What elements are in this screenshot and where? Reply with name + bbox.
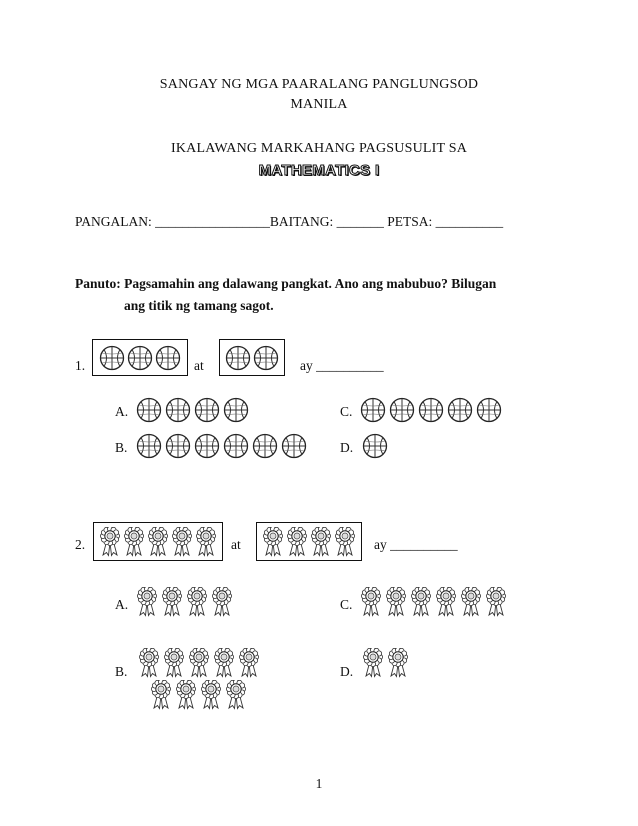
q1-choice-a-group[interactable] (136, 397, 249, 423)
basketball-icon (281, 433, 307, 459)
ribbon-award-icon (435, 587, 457, 617)
ribbon-award-icon (485, 587, 507, 617)
q2-group-b (256, 522, 362, 561)
basketball-icon (476, 397, 502, 423)
basketball-icon (194, 397, 220, 423)
ribbon-award-icon (195, 527, 217, 557)
ribbon-award-icon (360, 587, 382, 617)
ribbon-award-icon (460, 587, 482, 617)
basketball-icon (136, 433, 162, 459)
ribbon-award-icon (213, 648, 235, 678)
basketball-icon (418, 397, 444, 423)
q2-choice-c-letter[interactable]: C. (340, 597, 353, 612)
basketball-icon (155, 345, 181, 371)
page-number: 1 (315, 776, 323, 791)
q1-connector: at (194, 358, 204, 373)
basketball-icon (165, 397, 191, 423)
q1-group-a (92, 339, 188, 376)
q1-number: 1. (75, 358, 86, 373)
q2-connector: at (231, 537, 241, 552)
ribbon-award-icon (200, 680, 222, 710)
basketball-icon (136, 397, 162, 423)
basketball-icon (165, 433, 191, 459)
ribbon-award-icon (163, 648, 185, 678)
ribbon-award-icon (186, 587, 208, 617)
basketball-icon (223, 433, 249, 459)
q1-choice-b-letter[interactable]: B. (115, 440, 128, 455)
q1-choice-d-group[interactable] (362, 433, 388, 459)
basketball-icon (252, 433, 278, 459)
ribbon-award-icon (161, 587, 183, 617)
ribbon-award-icon (362, 648, 384, 678)
ribbon-award-icon (188, 648, 210, 678)
ribbon-award-icon (136, 587, 158, 617)
ribbon-award-icon (150, 680, 172, 710)
q1-choice-c-group[interactable] (360, 397, 502, 423)
ribbon-award-icon (138, 648, 160, 678)
ribbon-award-icon (171, 527, 193, 557)
q1-group-b (219, 339, 285, 376)
ribbon-award-icon (385, 587, 407, 617)
instructions-line-2: ang titik ng tamang sagot. (124, 298, 274, 313)
header-line-2: MANILA (290, 97, 348, 112)
basketball-icon (225, 345, 251, 371)
q1-choice-b-group[interactable] (136, 433, 307, 459)
basketball-icon (360, 397, 386, 423)
basketball-icon (223, 397, 249, 423)
q2-choice-b-letter[interactable]: B. (115, 664, 128, 679)
q2-number: 2. (75, 537, 86, 552)
q1-choice-c-letter[interactable]: C. (340, 404, 353, 419)
ribbon-award-icon (123, 527, 145, 557)
ribbon-award-icon (387, 648, 409, 678)
basketball-icon (389, 397, 415, 423)
q2-choice-a-group[interactable] (136, 587, 233, 617)
q1-answer-blank: ay __________ (300, 358, 384, 373)
basketball-icon (362, 433, 388, 459)
q2-choice-a-letter[interactable]: A. (115, 597, 129, 612)
q2-choice-d-letter[interactable]: D. (340, 664, 354, 679)
basketball-icon (127, 345, 153, 371)
q2-choice-d-group[interactable] (362, 648, 409, 678)
ribbon-award-icon (225, 680, 247, 710)
q2-choice-b-group[interactable] (136, 648, 261, 710)
ribbon-award-icon (310, 527, 332, 557)
q2-answer-blank: ay __________ (374, 537, 458, 552)
q1-choice-a-letter[interactable]: A. (115, 404, 129, 419)
ribbon-award-icon (211, 587, 233, 617)
subject-title: MATHEMATICS I (258, 162, 380, 179)
q1-choice-d-letter[interactable]: D. (340, 440, 354, 455)
ribbon-award-icon (262, 527, 284, 557)
basketball-icon (447, 397, 473, 423)
basketball-icon (99, 345, 125, 371)
instructions-line-1: Panuto: Pagsamahin ang dalawang pangkat. Ano ang mabubuo? Bilugan (75, 276, 497, 291)
ribbon-award-icon (410, 587, 432, 617)
student-info-line: PANGALAN: _________________BAITANG: _______ PETSA: __________ (75, 214, 504, 229)
q2-choice-c-group[interactable] (360, 587, 507, 617)
ribbon-award-icon (334, 527, 356, 557)
ribbon-award-icon (238, 648, 260, 678)
basketball-icon (253, 345, 279, 371)
ribbon-award-icon (99, 527, 121, 557)
header-line-3: IKALAWANG MARKAHANG PAGSUSULIT SA (171, 141, 467, 156)
header-line-1: SANGAY NG MGA PAARALANG PANGLUNGSOD (159, 77, 479, 92)
ribbon-award-icon (175, 680, 197, 710)
q2-group-a (93, 522, 223, 561)
ribbon-award-icon (286, 527, 308, 557)
basketball-icon (194, 433, 220, 459)
ribbon-award-icon (147, 527, 169, 557)
